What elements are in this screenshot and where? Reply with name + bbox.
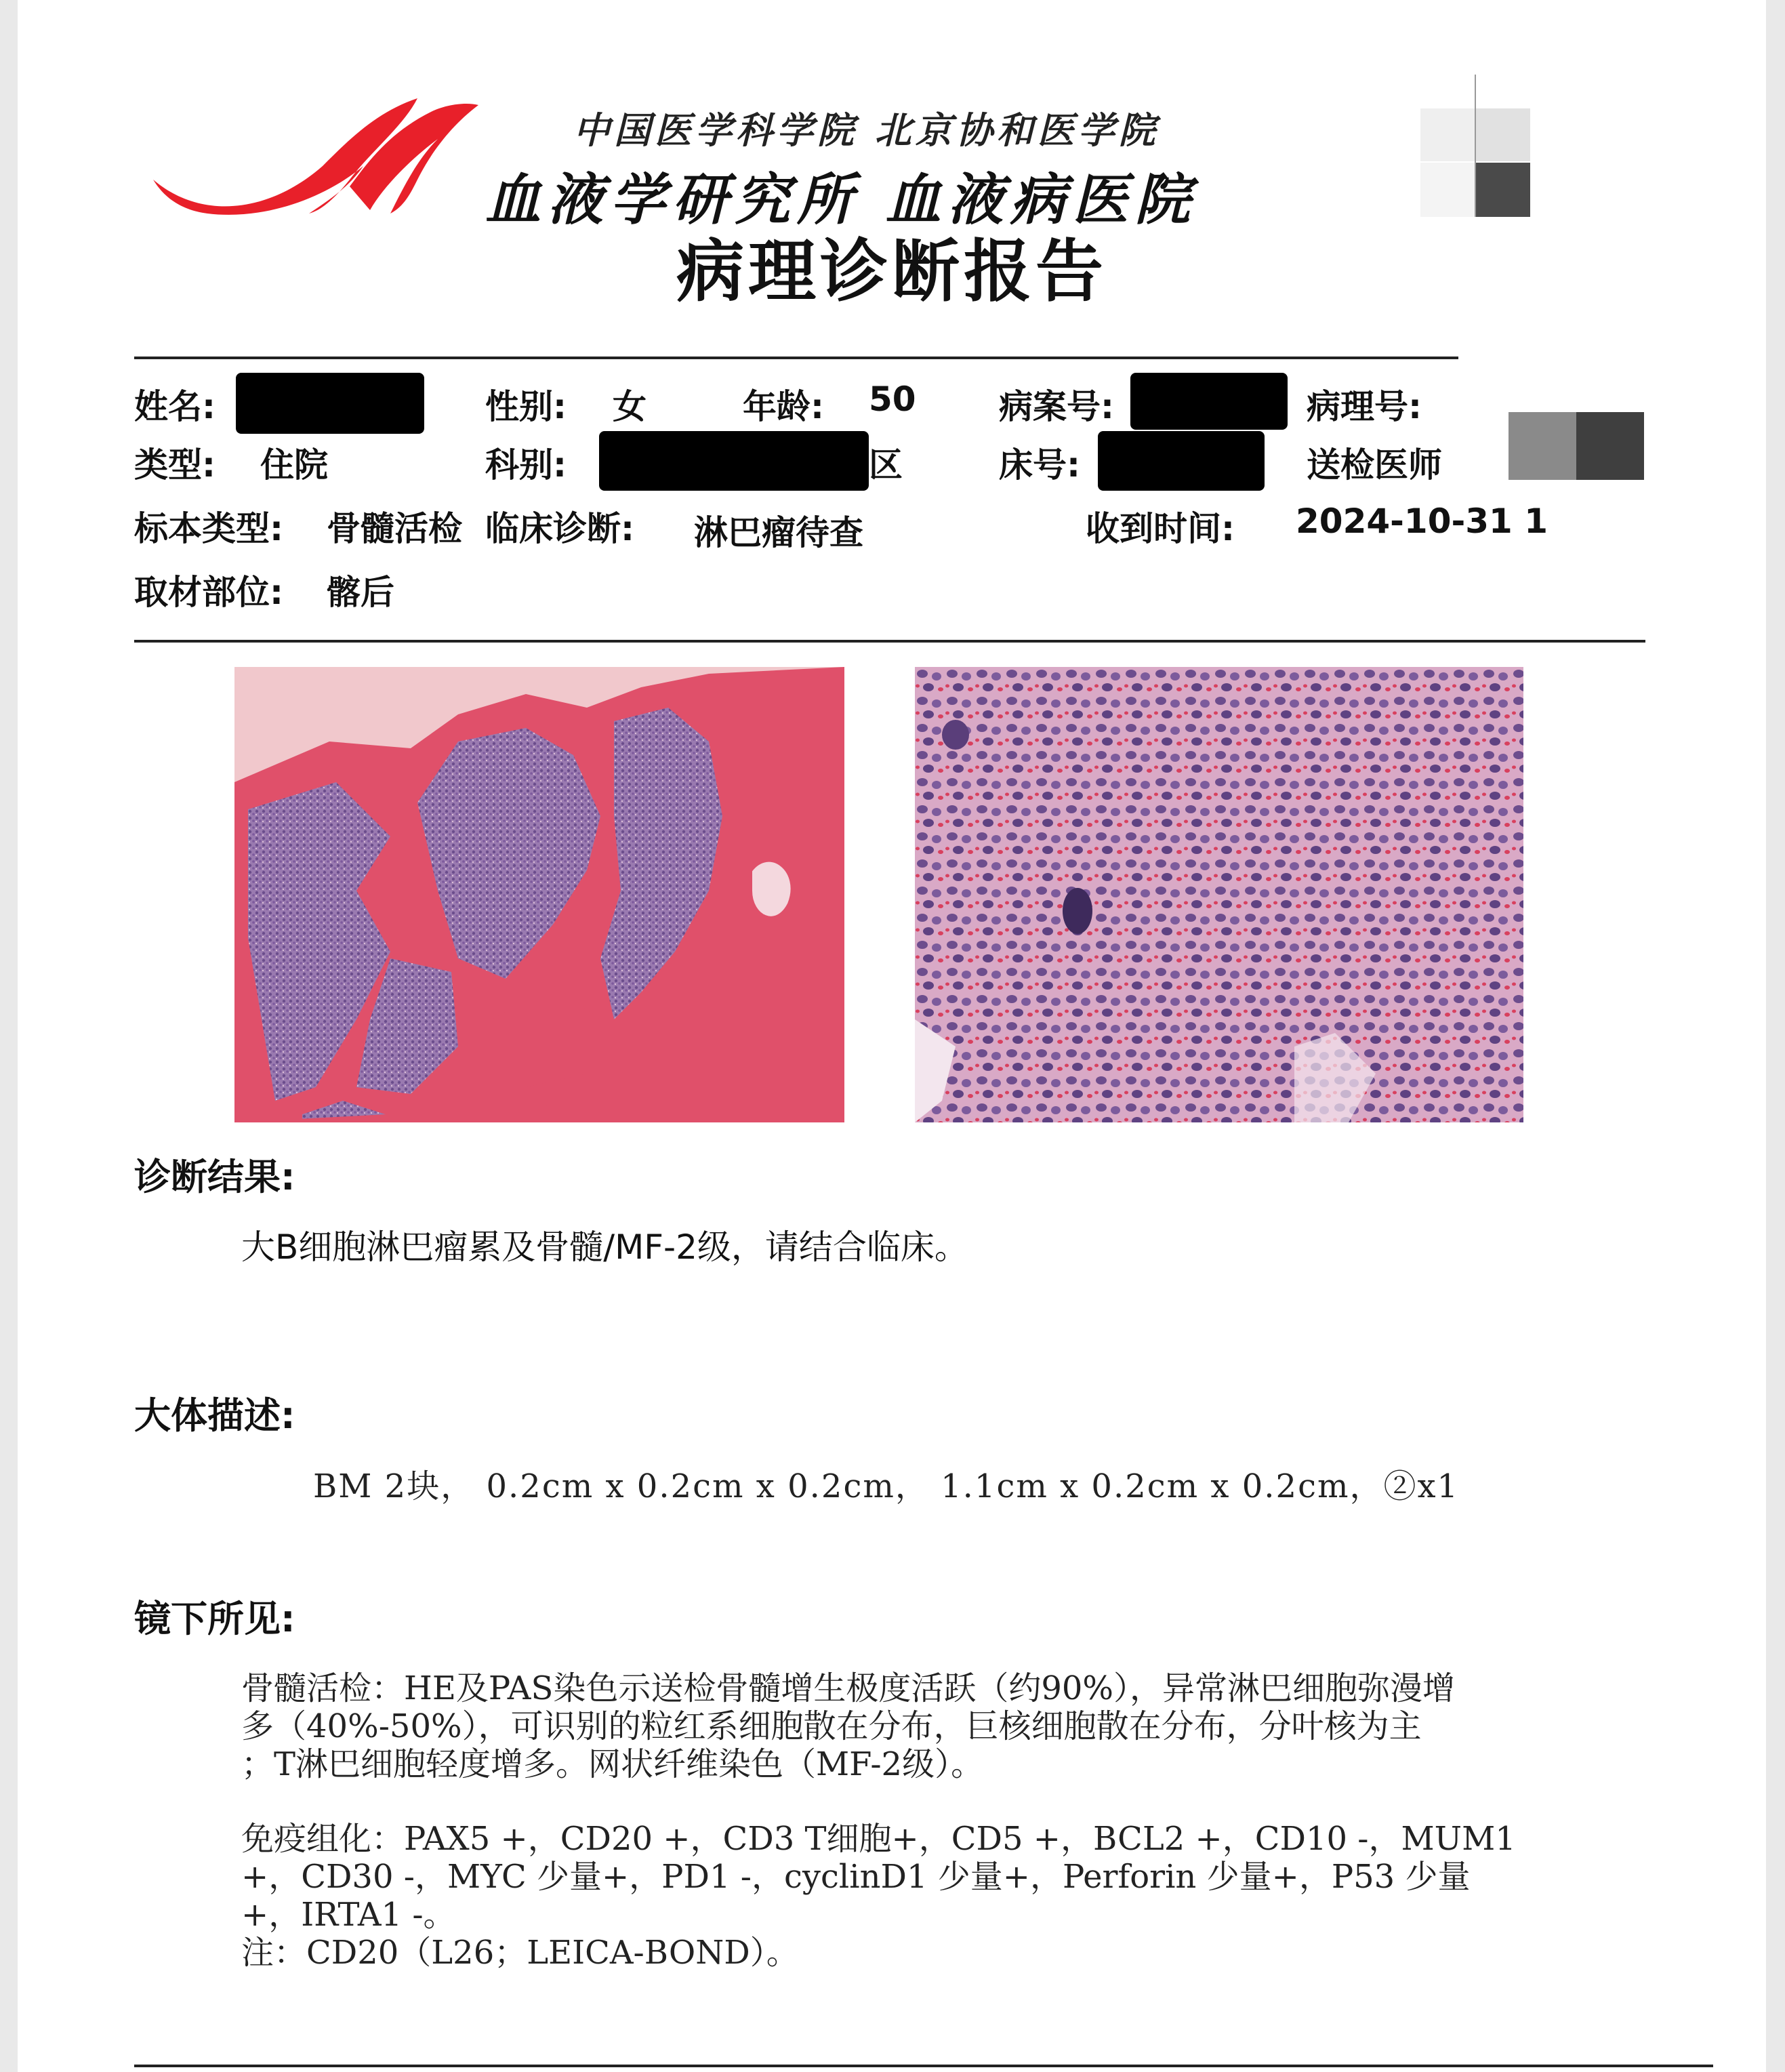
hospital-logo	[146, 85, 499, 234]
pathology-no-label: 病理号:	[1307, 387, 1422, 426]
report-page	[18, 0, 1766, 2072]
footer-divider	[134, 2065, 1713, 2067]
type-label: 类型:	[134, 445, 216, 485]
case-no-redacted	[1130, 373, 1288, 430]
bed-label: 床号:	[999, 445, 1080, 485]
specimen-value: 骨髓活检	[327, 509, 462, 548]
gross-heading: 大体描述:	[134, 1394, 295, 1437]
header-divider	[134, 357, 1458, 359]
doctor-blurred	[1509, 412, 1576, 480]
institution-line1: 中国医学科学院 北京协和医学院	[573, 108, 1160, 152]
ihc-note: 注：CD20（L26；LEICA-BOND）。	[241, 1934, 799, 1972]
gross-text: BM 2块， 0.2cm x 0.2cm x 0.2cm， 1.1cm x 0.2cm x 0.2cm，②x1	[313, 1467, 1460, 1505]
name-label: 姓名:	[134, 387, 216, 426]
received-label: 收到时间:	[1086, 509, 1235, 548]
dept-suffix: 区	[869, 445, 903, 485]
clinical-dx-label: 临床诊断:	[485, 509, 634, 548]
received-value: 2024-10-31 1	[1296, 502, 1548, 541]
dept-label: 科别:	[485, 445, 567, 485]
specimen-label: 标本类型:	[134, 509, 283, 548]
type-value: 住院	[260, 445, 328, 485]
histology-image-low-power	[234, 667, 844, 1122]
dept-redacted	[599, 431, 869, 491]
doctor-blurred-2	[1576, 412, 1644, 480]
ihc-line-2: +，CD30 -，MYC 少量+，PD1 -，cyclinD1 少量+，Perforin 少量+，P53 少量	[241, 1858, 1471, 1896]
gender-label: 性别:	[485, 387, 567, 426]
age-label: 年龄:	[743, 387, 824, 426]
qr-code-blurred	[1420, 108, 1542, 224]
info-divider	[134, 640, 1645, 643]
microscopic-line-2: 多（40%-50%），可识别的粒红系细胞散在分布，巨核细胞散在分布，分叶核为主	[241, 1707, 1422, 1745]
name-redacted	[236, 373, 424, 434]
histology-image-high-power	[915, 667, 1523, 1122]
doctor-label: 送检医师	[1307, 445, 1442, 485]
bed-redacted	[1098, 431, 1265, 491]
diagnosis-text: 大B细胞淋巴瘤累及骨髓/MF-2级，请结合临床。	[241, 1227, 968, 1267]
site-label: 取材部位:	[134, 573, 283, 612]
gender-value: 女	[613, 387, 647, 426]
diagnosis-heading: 诊断结果:	[134, 1156, 295, 1198]
microscopic-line-3: ；T淋巴细胞轻度增多。网状纤维染色（MF-2级）。	[241, 1745, 984, 1783]
case-no-label: 病案号:	[999, 387, 1114, 426]
report-title: 病理诊断报告	[676, 232, 1107, 311]
institution-line2: 血液学研究所 血液病医院	[485, 167, 1197, 232]
microscopic-heading: 镜下所见:	[134, 1598, 295, 1640]
microscopic-line-1: 骨髓活检：HE及PAS染色示送检骨髓增生极度活跃（约90%），异常淋巴细胞弥漫增	[241, 1669, 1456, 1707]
clinical-dx-value: 淋巴瘤待查	[694, 513, 863, 552]
ihc-line-1: 免疫组化：PAX5 +，CD20 +，CD3 T细胞+，CD5 +，BCL2 +，CD10 -，MUM1	[241, 1820, 1516, 1858]
ihc-line-3: +，IRTA1 -。	[241, 1896, 456, 1934]
site-value: 髂后	[327, 573, 394, 612]
age-value: 50	[869, 380, 916, 419]
